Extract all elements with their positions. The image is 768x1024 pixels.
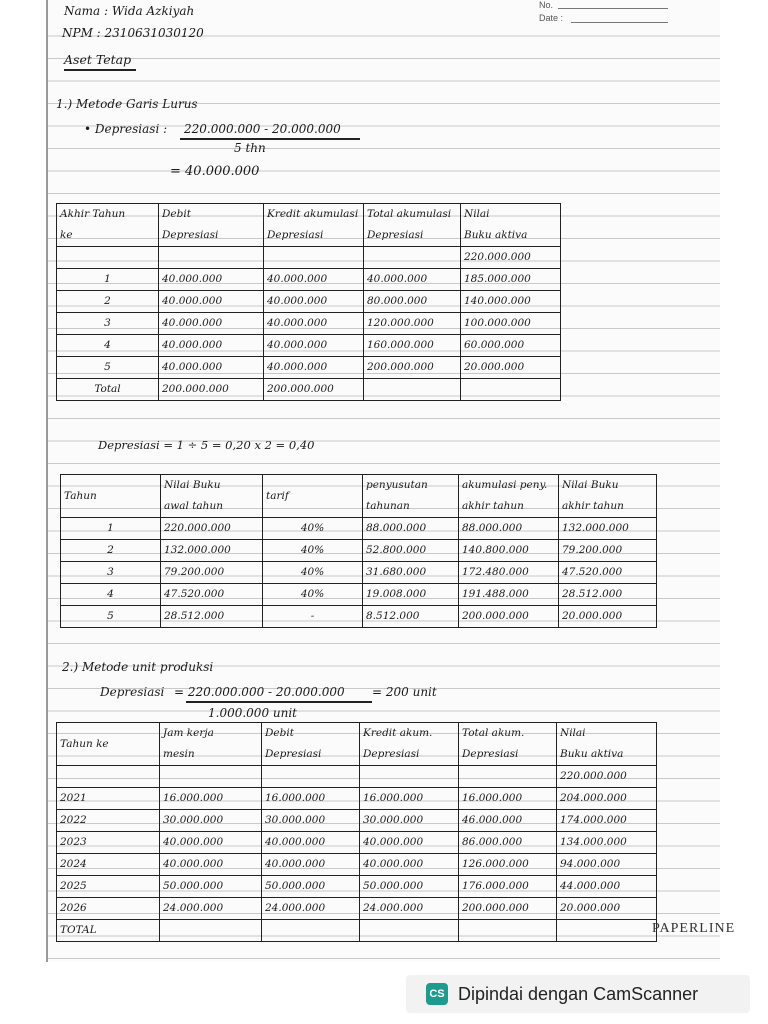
ddb-formula: Depresiasi = 1 ÷ 5 = 0,20 x 2 = 0,40 xyxy=(98,438,315,452)
table-cell: 40% xyxy=(263,540,363,562)
table-cell: 5 xyxy=(57,357,159,379)
table-row xyxy=(57,269,561,291)
table-cell: 204.000.000 xyxy=(557,788,657,810)
table-cell: 200.000.000 xyxy=(264,379,364,401)
table-cell: 19.008.000 xyxy=(363,584,459,606)
table-cell: 24.000.000 xyxy=(160,898,262,920)
table-cell: 40.000.000 xyxy=(159,313,264,335)
table-cell xyxy=(57,766,160,788)
table-cell: 47.520.000 xyxy=(559,562,657,584)
table-cell xyxy=(262,766,360,788)
table-cell: 40% xyxy=(263,518,363,540)
section-underline xyxy=(64,69,136,71)
table3-header-cell: Jam kerja mesin xyxy=(160,723,262,766)
table-cell: 28.512.000 xyxy=(559,584,657,606)
table1-header-cell: Akhir Tahun ke xyxy=(57,204,159,247)
table-cell: 16.000.000 xyxy=(459,788,557,810)
table-cell: Total xyxy=(57,379,159,401)
table-cell: 52.800.000 xyxy=(363,540,459,562)
method2-title: 2.) Metode unit produksi xyxy=(62,660,214,674)
table-row xyxy=(61,606,657,628)
table-cell: 160.000.000 xyxy=(364,335,461,357)
table-cell: 2021 xyxy=(57,788,160,810)
table-cell xyxy=(160,920,262,942)
table-cell: 94.000.000 xyxy=(557,854,657,876)
table-cell: 88.000.000 xyxy=(363,518,459,540)
camscanner-footer xyxy=(406,975,750,1013)
table-cell: 5 xyxy=(61,606,161,628)
no-line xyxy=(558,8,668,9)
method1-title: 1.) Metode Garis Lurus xyxy=(56,97,198,111)
table-row xyxy=(57,920,657,942)
table-straight-line xyxy=(56,203,561,401)
table-cell: 86.000.000 xyxy=(459,832,557,854)
table-cell xyxy=(360,766,459,788)
table3-header-cell: Total akum. Depresiasi xyxy=(459,723,557,766)
table-cell: 140.000.000 xyxy=(461,291,561,313)
table-cell: 16.000.000 xyxy=(262,788,360,810)
table-cell: 3 xyxy=(57,313,159,335)
table-cell: 100.000.000 xyxy=(461,313,561,335)
table-cell: 44.000.000 xyxy=(557,876,657,898)
method2-formula-result: = 200 unit xyxy=(372,685,437,699)
table-row xyxy=(57,313,561,335)
table-cell xyxy=(360,920,459,942)
method1-fraction-bar xyxy=(180,138,360,140)
table-cell: 24.000.000 xyxy=(360,898,459,920)
table-cell: 50.000.000 xyxy=(262,876,360,898)
table-cell: 140.800.000 xyxy=(459,540,559,562)
table-cell: 4 xyxy=(61,584,161,606)
table-cell: 132.000.000 xyxy=(559,518,657,540)
table-units-of-production xyxy=(56,722,657,942)
table-cell: 200.000.000 xyxy=(459,898,557,920)
table2-header-cell: tarif xyxy=(263,475,363,518)
table-cell: 40.000.000 xyxy=(264,335,364,357)
table-cell: 40.000.000 xyxy=(264,291,364,313)
table-row xyxy=(57,335,561,357)
table-cell xyxy=(557,920,657,942)
camscanner-label: Dipindai dengan CamScanner xyxy=(458,983,699,1004)
table-cell: 40.000.000 xyxy=(264,269,364,291)
table2-header-cell: penyusutan tahunan xyxy=(363,475,459,518)
table-row xyxy=(57,832,657,854)
table-cell: 20.000.000 xyxy=(461,357,561,379)
table-cell: 176.000.000 xyxy=(459,876,557,898)
table-cell: 40.000.000 xyxy=(159,269,264,291)
table-cell xyxy=(57,247,159,269)
table-cell: 40.000.000 xyxy=(360,854,459,876)
table-cell: 88.000.000 xyxy=(459,518,559,540)
table-cell: 4 xyxy=(57,335,159,357)
table-cell: 40.000.000 xyxy=(159,335,264,357)
table-cell: 30.000.000 xyxy=(262,810,360,832)
table3-header-cell: Debit Depresiasi xyxy=(262,723,360,766)
table-cell xyxy=(264,247,364,269)
date-label: Date : xyxy=(539,13,564,23)
table-cell: 132.000.000 xyxy=(161,540,263,562)
table-cell: 40% xyxy=(263,562,363,584)
table-cell: 50.000.000 xyxy=(360,876,459,898)
table-cell: 220.000.000 xyxy=(161,518,263,540)
table-row xyxy=(61,584,657,606)
table-cell: 80.000.000 xyxy=(364,291,461,313)
table-row xyxy=(57,810,657,832)
table2-header-cell: Nilai Buku akhir tahun xyxy=(559,475,657,518)
table-cell: 40.000.000 xyxy=(360,832,459,854)
table2-header-row xyxy=(61,475,657,518)
table-cell: 79.200.000 xyxy=(559,540,657,562)
table-row xyxy=(57,357,561,379)
table-cell: 2 xyxy=(57,291,159,313)
table-cell: 1 xyxy=(57,269,159,291)
table-cell: 30.000.000 xyxy=(160,810,262,832)
table-cell xyxy=(364,379,461,401)
table-row xyxy=(57,876,657,898)
table-cell: - xyxy=(263,606,363,628)
table-row xyxy=(61,540,657,562)
table-cell xyxy=(262,920,360,942)
table-cell xyxy=(160,766,262,788)
table-cell: 40.000.000 xyxy=(262,854,360,876)
table3-body xyxy=(57,766,657,942)
table-cell: 185.000.000 xyxy=(461,269,561,291)
table-cell: 50.000.000 xyxy=(160,876,262,898)
table-cell: 40.000.000 xyxy=(160,854,262,876)
table-row xyxy=(57,854,657,876)
camscanner-logo-icon: CS xyxy=(426,983,448,1005)
table3-header-cell: Kredit akum. Depresiasi xyxy=(360,723,459,766)
method2-fraction-bar xyxy=(186,701,372,703)
date-line xyxy=(571,22,668,23)
table-cell: 200.000.000 xyxy=(159,379,264,401)
table-cell: 40.000.000 xyxy=(160,832,262,854)
table-cell: 2 xyxy=(61,540,161,562)
table-cell xyxy=(461,379,561,401)
table-cell: 40.000.000 xyxy=(262,832,360,854)
method2-formula-denominator: 1.000.000 unit xyxy=(208,706,298,720)
table3-header-row xyxy=(57,723,657,766)
table2-header-cell: Tahun xyxy=(61,475,161,518)
method1-formula-label: • Depresiasi : xyxy=(84,122,168,136)
table-cell: 40.000.000 xyxy=(264,357,364,379)
table-cell: 2022 xyxy=(57,810,160,832)
table-row xyxy=(57,898,657,920)
margin-line xyxy=(46,0,48,962)
table-cell: 20.000.000 xyxy=(559,606,657,628)
table-row xyxy=(61,562,657,584)
table-cell: 40.000.000 xyxy=(264,313,364,335)
table-cell xyxy=(459,920,557,942)
table2-body xyxy=(61,518,657,628)
table-cell: 40.000.000 xyxy=(364,269,461,291)
table-row xyxy=(57,247,561,269)
table-cell: 126.000.000 xyxy=(459,854,557,876)
table-row xyxy=(57,766,657,788)
table-cell: 16.000.000 xyxy=(360,788,459,810)
table-cell: 40.000.000 xyxy=(159,357,264,379)
table1-header-cell: Debit Depresiasi xyxy=(159,204,264,247)
table-cell: 16.000.000 xyxy=(160,788,262,810)
table-cell: 40.000.000 xyxy=(159,291,264,313)
table2-header-cell: akumulasi peny. akhir tahun xyxy=(459,475,559,518)
method1-formula-numerator: 220.000.000 - 20.000.000 xyxy=(184,122,341,136)
method2-formula-numerator: = 220.000.000 - 20.000.000 xyxy=(174,685,345,699)
table-cell: 3 xyxy=(61,562,161,584)
method2-formula-label: Depresiasi xyxy=(100,685,165,699)
table-cell: TOTAL xyxy=(57,920,160,942)
table-cell: 2025 xyxy=(57,876,160,898)
table-cell: 2024 xyxy=(57,854,160,876)
table-cell: 28.512.000 xyxy=(161,606,263,628)
table-cell: 79.200.000 xyxy=(161,562,263,584)
table-cell: 220.000.000 xyxy=(461,247,561,269)
table-cell: 24.000.000 xyxy=(262,898,360,920)
table-double-declining xyxy=(60,474,657,628)
table-cell: 200.000.000 xyxy=(364,357,461,379)
table-cell: 220.000.000 xyxy=(557,766,657,788)
method1-formula-denominator: 5 thn xyxy=(234,141,266,155)
method1-formula-result: = 40.000.000 xyxy=(170,164,260,179)
table-row xyxy=(57,291,561,313)
table1-header-row xyxy=(57,204,561,247)
table-cell: 191.488.000 xyxy=(459,584,559,606)
section-title: Aset Tetap xyxy=(64,52,132,67)
table-cell: 31.680.000 xyxy=(363,562,459,584)
paperline-brand: PAPERLINE xyxy=(652,921,736,936)
table-cell: 46.000.000 xyxy=(459,810,557,832)
table-cell: 1 xyxy=(61,518,161,540)
table-row xyxy=(57,379,561,401)
table-row xyxy=(61,518,657,540)
table-cell: 2023 xyxy=(57,832,160,854)
npm-line: NPM : 2310631030120 xyxy=(62,26,204,40)
name-line: Nama : Wida Azkiyah xyxy=(64,4,195,18)
table3-header-cell: Nilai Buku aktiva xyxy=(557,723,657,766)
table-cell: 20.000.000 xyxy=(557,898,657,920)
table3-header-cell: Tahun ke xyxy=(57,723,160,766)
table-cell: 120.000.000 xyxy=(364,313,461,335)
table1-header-cell: Kredit akumulasi Depresiasi xyxy=(264,204,364,247)
notebook-page xyxy=(46,0,736,962)
table-cell: 40% xyxy=(263,584,363,606)
table-cell: 60.000.000 xyxy=(461,335,561,357)
table-cell: 172.480.000 xyxy=(459,562,559,584)
table-cell: 174.000.000 xyxy=(557,810,657,832)
table-cell xyxy=(364,247,461,269)
table-cell: 8.512.000 xyxy=(363,606,459,628)
table-cell xyxy=(159,247,264,269)
table2-header-cell: Nilai Buku awal tahun xyxy=(161,475,263,518)
table1-header-cell: Nilai Buku aktiva xyxy=(461,204,561,247)
table-cell xyxy=(459,766,557,788)
table-cell: 30.000.000 xyxy=(360,810,459,832)
table-cell: 134.000.000 xyxy=(557,832,657,854)
table-row xyxy=(57,788,657,810)
table-cell: 2026 xyxy=(57,898,160,920)
table-cell: 200.000.000 xyxy=(459,606,559,628)
no-label: No. xyxy=(539,0,554,10)
table1-header-cell: Total akumulasi Depresiasi xyxy=(364,204,461,247)
table1-body xyxy=(57,247,561,401)
table-cell: 47.520.000 xyxy=(161,584,263,606)
